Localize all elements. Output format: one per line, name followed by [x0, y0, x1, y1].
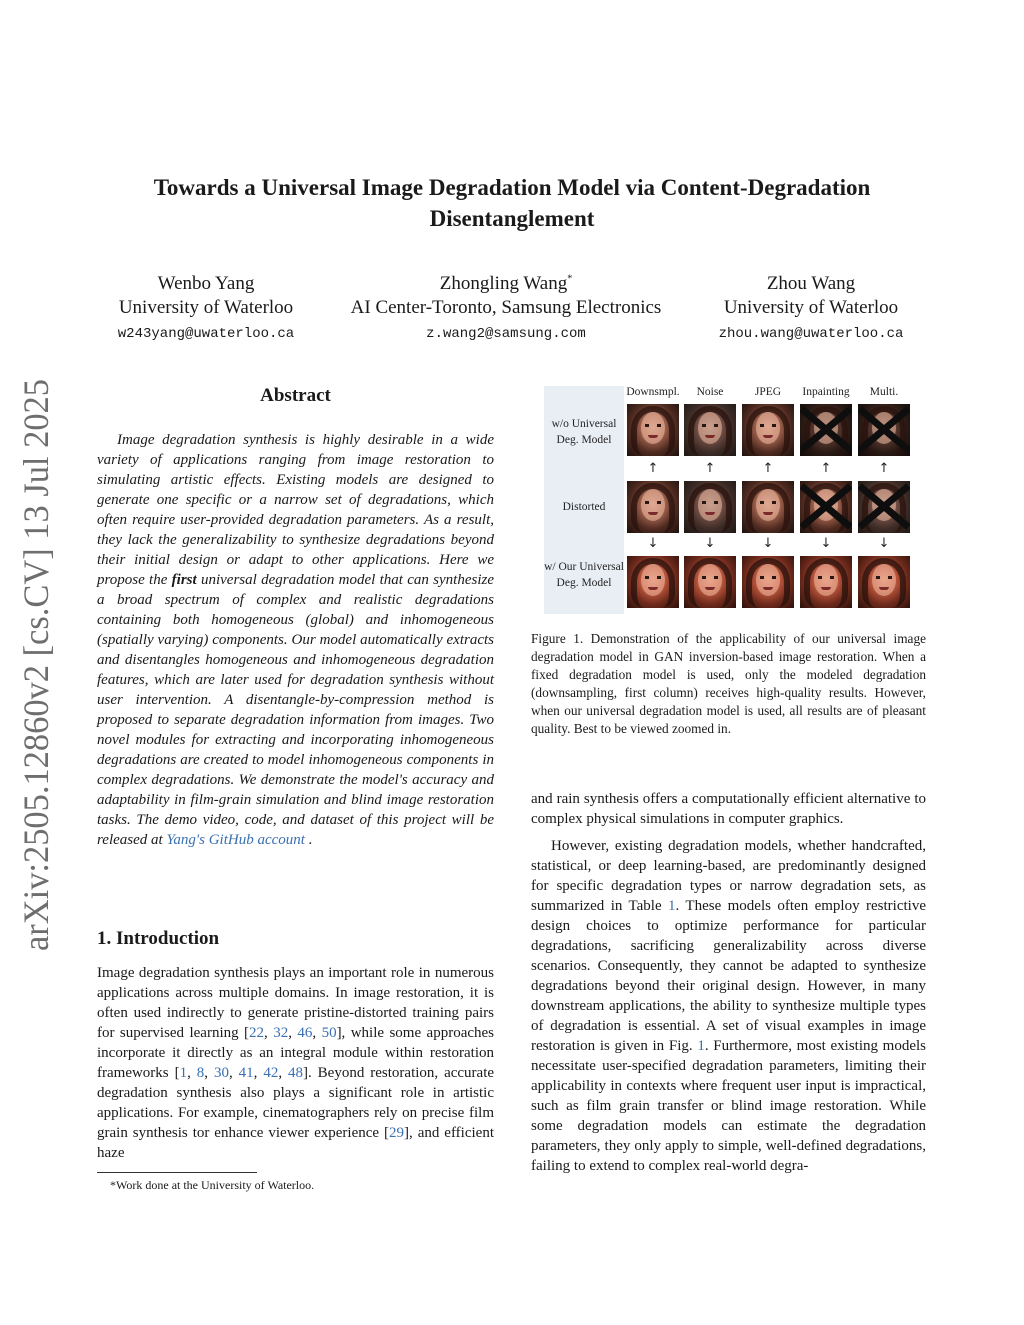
- author-email: zhou.wang@uwaterloo.ca: [718, 326, 904, 342]
- face-image-row2-col5: [858, 481, 910, 533]
- face-image-row2-col2: [684, 481, 736, 533]
- author-affiliation: University of Waterloo: [118, 297, 294, 318]
- author-block-3: [700, 272, 922, 346]
- citation-link[interactable]: 32: [273, 1025, 289, 1041]
- abstract-heading: Abstract: [260, 385, 331, 406]
- face-image-row1-col3: [742, 404, 794, 456]
- up-arrow-icon: ↑: [878, 461, 890, 476]
- citation-link[interactable]: 22: [249, 1025, 265, 1041]
- down-arrow-icon: ↓: [820, 536, 832, 551]
- face-image-row3-col5: [858, 556, 910, 608]
- paper-title: [80, 172, 944, 234]
- abstract-text: Image degradation synthesis is highly desirable in a wide variety of applications ranging from image restoration to simulating artistic effects. Existing models are designed to generate one specific or a narrow set of degradations, which often require user-provided degradation parameters. As a result, they lack the generalizability to synthesize degradations beyond their initial design or adapt to other applications. Here we propose the first universal degradation model that can synthesize a broad spectrum of complex and realistic degradations containing both homogeneous (global) and inhomogeneous (spatially varying) components. Our model automatically extracts and disentangles homogeneous and inhomogeneous degradation features, which are later used for degradation synthesis without user intervention. A disentangle-by-compression method is proposed to separate degradation information from images. Two novel modules for extracting and incorporating inhomogeneous degradations are created to model inhomogeneous components in complex degradations. We demonstrate the model's accuracy and adaptability in film-grain simulation and blind image restoration tasks. The demo video, code, and dataset of this project will be released at Yang's GitHub account .: [97, 432, 494, 848]
- author-email: w243yang@uwaterloo.ca: [117, 326, 295, 342]
- author-affiliation: University of Waterloo: [723, 297, 899, 318]
- arxiv-identifier: [8, 376, 58, 954]
- face-image-row3-col2: [684, 556, 736, 608]
- emphasis-first: first: [171, 572, 197, 588]
- author-affiliation: AI Center-Toronto, Samsung Electronics: [350, 297, 662, 318]
- col-label-noise: Noise: [696, 386, 724, 398]
- citation-link[interactable]: 50: [321, 1025, 337, 1041]
- arxiv-identifier-text: arXiv:2505.12860v2 [cs.CV] 13 Jul 2025: [16, 376, 56, 951]
- down-arrow-icon: ↓: [647, 536, 659, 551]
- author-block-1: [90, 272, 322, 346]
- down-arrow-icon: ↓: [762, 536, 774, 551]
- up-arrow-icon: ↑: [647, 461, 659, 476]
- author-name: Zhongling Wang*: [439, 273, 573, 294]
- figure-row-labels-panel: [544, 386, 624, 614]
- citation-link[interactable]: 48: [288, 1065, 303, 1081]
- row-label-distorted: Distorted: [562, 501, 606, 513]
- up-arrow-icon: ↑: [704, 461, 716, 476]
- github-link[interactable]: Yang's GitHub account: [166, 832, 305, 848]
- row-label-with-universal: w/ Our Universal Deg. Model: [544, 561, 624, 589]
- face-image-row2-col3: [742, 481, 794, 533]
- figure-1: [544, 386, 924, 614]
- down-arrow-icon: ↓: [878, 536, 890, 551]
- face-image-row1-col5: [858, 404, 910, 456]
- up-arrow-icon: ↑: [762, 461, 774, 476]
- face-image-row1-col1: [627, 404, 679, 456]
- citation-link[interactable]: 42: [263, 1065, 279, 1081]
- section-heading-introduction: 1. Introduction: [97, 928, 220, 949]
- author-email: z.wang2@samsung.com: [426, 326, 586, 342]
- footnote-divider: [97, 1172, 257, 1173]
- title-line-1: Towards a Universal Image Degradation Model via Content-Degradation: [153, 175, 871, 200]
- face-image-row3-col1: [627, 556, 679, 608]
- col-label-multi: Multi.: [869, 386, 899, 398]
- title-line-2: Disentanglement: [429, 206, 595, 231]
- row-label-without-universal: w/o Universal Deg. Model: [551, 418, 617, 446]
- paragraph-continuation: and rain synthesis offers a computationally efficient alternative to complex physical simulations in computer graphics.: [531, 791, 926, 827]
- col-label-downsampling: Downsmpl.: [626, 386, 680, 398]
- face-image-row1-col2: [684, 404, 736, 456]
- down-arrow-icon: ↓: [704, 536, 716, 551]
- citation-link[interactable]: 46: [297, 1025, 313, 1041]
- right-column-text: [531, 789, 926, 1183]
- face-image-row1-col4: [800, 404, 852, 456]
- face-image-row2-col1: [627, 481, 679, 533]
- introduction-paragraph: Image degradation synthesis plays an important role in numerous applications across multiple domains. In image restoration, it is often used indirectly to generate pristine-distorted training pairs for supervised learning [22, 32, 46, 50], while some approaches incorporate it directly as an integral module within restoration frameworks [1, 8, 30, 41, 42, 48]. Beyond restoration, accurate degradation synthesis also plays a significant role in artistic applications. For example, cinematographers rely on precise film grain synthesis tor enhance viewer experience [29], and efficient haze: [97, 965, 495, 1161]
- up-arrow-icon: ↑: [820, 461, 832, 476]
- figure-reference-link[interactable]: 1: [697, 1038, 705, 1054]
- col-label-jpeg: JPEG: [754, 386, 782, 398]
- paragraph-existing-models: However, existing degradation models, whether handcrafted, statistical, or deep learning-based, are predominantly designed for specific degradation types or narrow degradation sets, as summarized in Table 1. These models often employ restrictive design choices to optimize performance for particular degradations, sacrificing generalizability across diverse scenarios. Consequently, they cannot be adapted to synthesize degradations beyond their original design. However, in many downstream applications, the ability to synthesize multiple types of degradation is essential. A set of visual examples in image restoration is given in Fig. 1. Furthermore, most existing models necessitate user-specified degradation parameters, limiting their applicability in contexts where frequent user input is impractical, such as film grain transfer or blind image restoration. While some degradation models can estimate the degradation parameters, they only apply to simple, well-defined degradations, failing to extend to complex real-world degra-: [531, 838, 927, 1174]
- footnote-mark: *: [567, 273, 573, 285]
- face-image-row3-col3: [742, 556, 794, 608]
- table-reference-link[interactable]: 1: [668, 898, 676, 914]
- figure-1-caption: Figure 1. Demonstration of the applicability of our universal image degradation model in GAN inversion-based image restoration. When a fixed degradation model is used, only the modeled degradation (downsampling, first column) receives high-quality results. However, when our universal degradation model is used, all results are of pleasant quality. Best to be viewed zoomed in.: [531, 631, 926, 736]
- author-name: Zhou Wang: [766, 273, 856, 294]
- col-label-inpainting: Inpainting: [802, 386, 850, 398]
- citation-link[interactable]: 29: [389, 1125, 405, 1141]
- citation-link[interactable]: 8: [196, 1065, 205, 1081]
- footnote: *Work done at the University of Waterloo.: [110, 1178, 315, 1192]
- citation-link[interactable]: 30: [213, 1065, 229, 1081]
- citation-link[interactable]: 1: [179, 1065, 188, 1081]
- citation-link[interactable]: 41: [238, 1065, 254, 1081]
- author-name: Wenbo Yang: [157, 273, 255, 294]
- face-image-row3-col4: [800, 556, 852, 608]
- face-image-row2-col4: [800, 481, 852, 533]
- author-block-2: [330, 272, 682, 346]
